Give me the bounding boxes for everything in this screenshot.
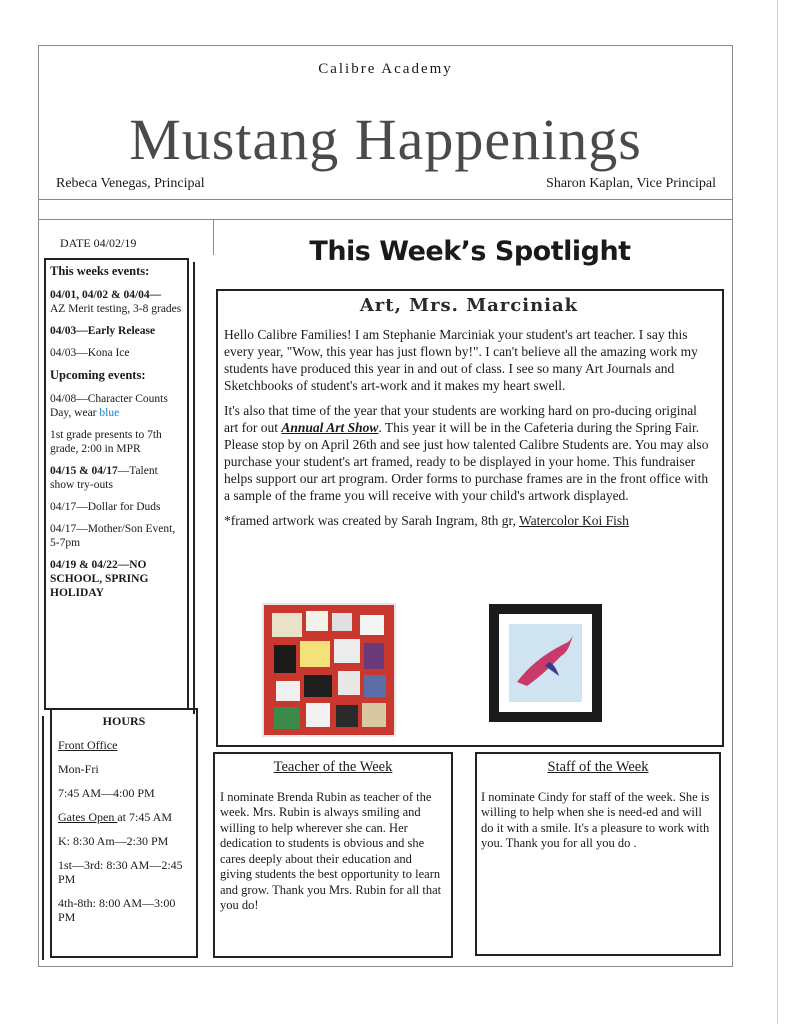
hours-heading: HOURS <box>102 714 146 728</box>
header-divider-2 <box>38 219 733 220</box>
hours-days: Mon-Fri <box>58 762 99 776</box>
event-item: 04/15 & 04/17—Talent show try-outs <box>50 465 158 491</box>
gates-open: Gates Open at 7:45 AM <box>58 810 172 824</box>
student-art-collage-photo <box>262 603 396 737</box>
koi-fish-image <box>489 604 602 722</box>
kinder-hours: K: 8:30 Am—2:30 PM <box>58 834 169 848</box>
spotlight-paragraph: Hello Calibre Families! I am Stephanie Marciniak your student's art teacher. I say this every year, "Wow, this year has just flown by!". I can't believe all the amazing work my students have produced this year in and out of class. I see so many Art Journals and Sketchbooks of student's art-work and it makes my heart swell. <box>224 327 698 393</box>
vice-principal-name: Sharon Kaplan, Vice Principal <box>546 176 716 191</box>
spotlight-heading: Art, Mrs. Marciniak <box>359 295 579 316</box>
upcoming-heading: Upcoming events: <box>50 368 146 382</box>
event-item: 04/03—Kona Ice <box>50 347 130 359</box>
teacher-title: Teacher of the Week <box>273 759 393 775</box>
event-item: 04/01, 04/02 & 04/04— AZ Merit testing, 3-8 grades <box>50 289 182 315</box>
event-item: 04/03—Early Release <box>50 325 156 337</box>
event-item: 04/19 & 04/22—NO SCHOOL, SPRING HOLIDAY <box>50 559 149 599</box>
front-office-label: Front Office <box>58 738 118 752</box>
upper-hours: 4th-8th: 8:00 AM—3:00 PM <box>58 896 176 924</box>
events-heading: This weeks events: <box>50 264 150 278</box>
primary-hours: 1st—3rd: 8:30 AM—2:45 PM <box>58 858 183 886</box>
events-box <box>44 258 189 710</box>
academy-name: Calibre Academy <box>318 61 453 77</box>
koi-fish-title: Watercolor Koi Fish <box>518 513 629 528</box>
principal-name: Rebeca Venegas, Principal <box>56 176 205 191</box>
event-item: 1st grade presents to 7th grade, 2:00 in MPR <box>50 429 162 455</box>
staff-title: Staff of the Week <box>547 759 649 775</box>
event-item: 04/17—Dollar for Duds <box>50 501 161 513</box>
spotlight-title: This Week’s Spotlight <box>309 236 631 267</box>
header-divider <box>38 199 733 200</box>
event-item: 04/08—Character Counts Day, wear blue <box>50 393 168 419</box>
office-hours: 7:45 AM—4:00 PM <box>58 786 155 800</box>
staff-of-the-week-box <box>475 752 721 956</box>
koi-fish-framed-photo <box>489 604 602 722</box>
collage-image <box>264 605 394 735</box>
issue-date: DATE 04/02/19 <box>60 236 137 250</box>
teacher-of-the-week-box <box>213 752 453 958</box>
event-item: 04/17—Mother/Son Event, 5-7pm <box>50 523 176 549</box>
teacher-body: I nominate Brenda Rubin as teacher of the week. Mrs. Rubin is always smiling and willing to help wherever she can. Her dedication to students is obvious and she cares deeply about their education and giving students the best opportunity to learn and grow. Thank you Mrs. Rubin for all that you do! <box>220 789 442 912</box>
spotlight-credit: *framed artwork was created by Sarah Ingram, 8th gr, Watercolor Koi Fish <box>224 513 629 528</box>
hours-box <box>50 708 198 958</box>
scan-edge <box>777 0 778 1024</box>
art-show-link: Annual Art Show <box>281 420 379 435</box>
staff-body: I nominate Cindy for staff of the week. She is willing to help when she is need-ed and will do it with a smile. It's a pleasure to work with you. Thank you for all you do . <box>481 789 710 850</box>
newsletter-title: Mustang Happenings <box>129 107 642 172</box>
spotlight-paragraph: It's also that time of the year that your students are working hard on pro-ducing original art for out Annual Art Show. This year it will be in the Cafeteria during the Spring Fair. Please stop by on April 26th and see just how talented Calibre Students are. You may also purchase your student's art framed, ready to be displayed in your home. This fundraiser helps support our art program. Order forms to purchase frames are in the front office with a sample of the frame you will receive with your child's artwork displayed. <box>224 403 709 503</box>
hours-box-shadow <box>42 716 48 960</box>
